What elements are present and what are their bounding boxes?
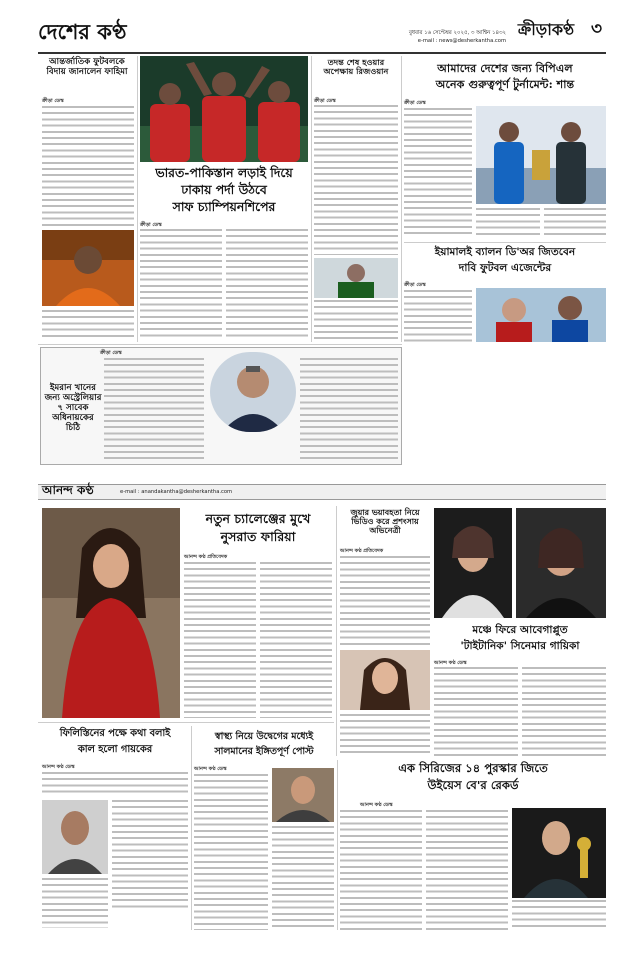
india-pak-headline-2: ঢাকায় পর্দা উঠবে	[181, 182, 267, 197]
imran-body-2	[300, 358, 398, 462]
shanto-body-1	[404, 108, 472, 238]
masthead-email: e-mail : news@desherkantha.com	[417, 38, 506, 44]
fahima-byline: ক্রীড়া ডেস্ক	[42, 98, 64, 104]
titanic-headline-2: 'টাইটানিক' সিনেমার গায়িকা	[460, 640, 580, 652]
rizwan-body	[314, 105, 398, 255]
imran-headline: ইমরান খানের জন্য অস্ট্রেলিয়ার ৭ সাবেক অধিনায়কের চিঠি	[44, 383, 102, 433]
imran-photo	[210, 352, 296, 432]
titanic-body-1	[434, 667, 518, 757]
nusrat-byline: আনন্দ কণ্ঠ প্রতিবেদক	[184, 554, 228, 560]
salman-headline-2: সালমানের ইঙ্গিতপূর্ণ পোস্ট	[214, 746, 314, 757]
fahima-photo	[42, 230, 134, 306]
entertainment-email: e-mail : anandakantha@desherkantha.com	[120, 489, 233, 495]
gambling-photo	[340, 650, 430, 710]
philippine-body-3	[42, 878, 108, 928]
shanto-body-3	[544, 208, 606, 238]
philippine-photo	[42, 800, 108, 874]
entertainment-logo: আনন্দ কণ্ঠ	[42, 483, 94, 497]
page-number: ৩	[590, 19, 603, 39]
rizwan-headline: তদন্ত শেষ হওয়ার অপেক্ষায় রিজওয়ান	[323, 57, 389, 77]
masthead-date: বুধবার ১৬ সেপ্টেম্বর ২০২৫, ৩ আশ্বিন ১৪৩২	[408, 30, 506, 36]
shanto-headline-1: আমাদের দেশের জন্য বিপিএল	[437, 61, 573, 75]
india-pak-body-2	[226, 229, 308, 337]
bear-headline-1: এক সিরিজের ১৪ পুরস্কার জিতে	[398, 761, 548, 775]
bear-body-1	[340, 810, 422, 930]
nusrat-body-1	[184, 562, 256, 718]
gambling-body	[340, 556, 430, 646]
nusrat-headline-1: নতুন চ্যালেঞ্জের মুখে	[205, 511, 311, 526]
imran-byline: ক্রীড়া ডেস্ক	[100, 350, 122, 356]
bear-body-2	[426, 810, 508, 930]
nusrat-photo	[42, 508, 180, 718]
masthead-left-logo: দেশের কণ্ঠ	[38, 19, 127, 44]
fahima-headline: আন্তর্জাতিক ফুটবলকে বিদায় জানালেন ফাহিমা	[46, 57, 128, 77]
titanic-photo-right	[516, 508, 606, 618]
shanto-byline: ক্রীড়া ডেস্ক	[404, 100, 426, 106]
shanto-photo	[476, 106, 606, 204]
india-pak-headline-1: ভারত-পাকিস্তান লড়াই দিয়ে	[155, 165, 293, 180]
fahima-body-2	[42, 310, 134, 340]
yamal-photo	[476, 288, 606, 342]
yamal-headline-2: দাবি ফুটবল এজেন্টের	[458, 262, 552, 274]
fahima-body	[42, 106, 134, 226]
nusrat-headline-2: নুসরাত ফারিয়া	[220, 529, 296, 544]
masthead-section-logo: ক্রীড়াকণ্ঠ	[517, 20, 575, 39]
rizwan-photo	[314, 258, 398, 298]
bear-headline-2: উইয়েস বে'র রেকর্ড	[427, 778, 519, 792]
philippine-headline-2: কাল হলো গায়কের	[77, 744, 153, 755]
india-pak-body-1	[140, 229, 222, 337]
shanto-headline-2: অনেক গুরুত্বপূর্ণ টুর্নামেন্ট: শান্ত	[435, 77, 575, 91]
titanic-photo-left	[434, 508, 512, 618]
masthead-rule	[38, 52, 606, 54]
rizwan-body-2	[314, 300, 398, 340]
titanic-body-2	[522, 667, 606, 757]
salman-headline-1: স্বাস্থ্য নিয়ে উদ্বেগের মধ্যেই	[214, 731, 314, 742]
saff-team-photo	[140, 56, 308, 162]
gambling-body-2	[340, 714, 430, 756]
yamal-headline-1: ইয়ামালই ব্যালন ডি'অর জিতবেন	[434, 246, 576, 258]
nusrat-body-2	[260, 562, 332, 718]
gambling-byline: আনন্দ কণ্ঠ প্রতিবেদক	[340, 548, 384, 554]
titanic-byline: আনন্দ কণ্ঠ ডেস্ক	[434, 660, 467, 666]
salman-body-1	[194, 774, 268, 930]
bear-byline: আনন্দ কণ্ঠ ডেস্ক	[360, 802, 393, 808]
imran-body-1	[104, 358, 204, 462]
masthead	[38, 18, 606, 50]
salman-body-2	[272, 826, 334, 930]
india-pak-byline: ক্রীড়া ডেস্ক	[140, 222, 162, 228]
philippine-byline: আনন্দ কণ্ঠ ডেস্ক	[42, 764, 75, 770]
salman-byline: আনন্দ কণ্ঠ ডেস্ক	[194, 766, 227, 772]
salman-photo	[272, 768, 334, 822]
rizwan-byline: ক্রীড়া ডেস্ক	[314, 98, 336, 104]
india-pak-headline-3: সাফ চ্যাম্পিয়নশিপের	[172, 199, 276, 214]
yamal-body-1	[404, 290, 472, 342]
titanic-headline-1: মঞ্চে ফিরে আবেগাপ্লুত	[472, 624, 568, 636]
gambling-headline: জুয়ার ভয়াবহতা নিয়ে ভিডিও করে প্রশংসায় অভিনেত্রী	[350, 507, 420, 536]
philippine-body-2	[112, 800, 188, 910]
bear-body-3	[512, 900, 606, 930]
philippine-body-1	[42, 772, 188, 796]
bear-photo	[512, 808, 606, 898]
yamal-byline: ক্রীড়া ডেস্ক	[404, 282, 426, 288]
shanto-body-2	[476, 208, 540, 238]
philippine-headline-1: ফিলিস্তিনের পক্ষে কথা বলাই	[59, 728, 171, 739]
